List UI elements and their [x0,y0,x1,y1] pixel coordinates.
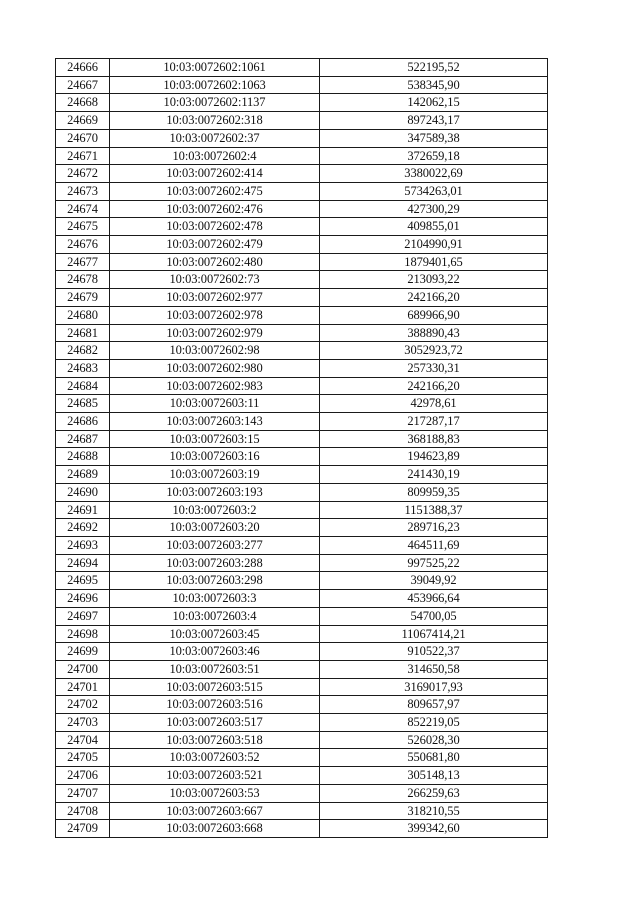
cadastral-value-cell: 522195,52 [320,59,548,77]
table-row [56,448,548,466]
cadastral-number-cell: 10:03:0072602:475 [110,182,320,200]
table-row [56,466,548,484]
row-number-cell: 24698 [56,625,110,643]
cadastral-value-cell: 11067414,21 [320,625,548,643]
table-row [56,395,548,413]
cadastral-value-cell: 897243,17 [320,112,548,130]
cadastral-value-cell: 3169017,93 [320,678,548,696]
row-number-cell: 24677 [56,253,110,271]
cadastral-value-cell: 852219,05 [320,714,548,732]
cadastral-number-cell: 10:03:0072603:517 [110,714,320,732]
row-number-cell: 24667 [56,76,110,94]
cadastral-number-cell: 10:03:0072602:73 [110,271,320,289]
table-row [56,165,548,183]
cadastral-value-cell: 217287,17 [320,413,548,431]
table-row [56,94,548,112]
cadastral-value-cell: 368188,83 [320,430,548,448]
row-number-cell: 24680 [56,306,110,324]
row-number-cell: 24700 [56,660,110,678]
cadastral-value-cell: 526028,30 [320,731,548,749]
row-number-cell: 24708 [56,802,110,820]
row-number-cell: 24706 [56,767,110,785]
cadastral-number-cell: 10:03:0072603:193 [110,483,320,501]
cadastral-number-cell: 10:03:0072603:52 [110,749,320,767]
cadastral-number-cell: 10:03:0072602:980 [110,359,320,377]
cadastral-number-cell: 10:03:0072603:518 [110,731,320,749]
row-number-cell: 24707 [56,784,110,802]
cadastral-number-cell: 10:03:0072602:983 [110,377,320,395]
row-number-cell: 24678 [56,271,110,289]
cadastral-number-cell: 10:03:0072602:4 [110,147,320,165]
row-number-cell: 24683 [56,359,110,377]
cadastral-value-cell: 314650,58 [320,660,548,678]
cadastral-number-cell: 10:03:0072603:16 [110,448,320,466]
row-number-cell: 24666 [56,59,110,77]
cadastral-number-cell: 10:03:0072602:318 [110,112,320,130]
row-number-cell: 24696 [56,590,110,608]
cadastral-number-cell: 10:03:0072603:667 [110,802,320,820]
cadastral-value-cell: 427300,29 [320,200,548,218]
table-row [56,129,548,147]
cadastral-value-cell: 5734263,01 [320,182,548,200]
row-number-cell: 24697 [56,607,110,625]
cadastral-value-cell: 289716,23 [320,519,548,537]
row-number-cell: 24693 [56,536,110,554]
cadastral-value-cell: 3380022,69 [320,165,548,183]
cadastral-value-cell: 318210,55 [320,802,548,820]
table-row [56,590,548,608]
cadastral-value-cell: 910522,37 [320,643,548,661]
cadastral-number-cell: 10:03:0072603:143 [110,413,320,431]
row-number-cell: 24682 [56,342,110,360]
cadastral-number-cell: 10:03:0072603:288 [110,554,320,572]
cadastral-number-cell: 10:03:0072603:20 [110,519,320,537]
cadastral-number-cell: 10:03:0072602:479 [110,236,320,254]
row-number-cell: 24668 [56,94,110,112]
table-row [56,306,548,324]
table-row [56,572,548,590]
table-row [56,76,548,94]
row-number-cell: 24687 [56,430,110,448]
table-row [56,820,548,838]
cadastral-value-cell: 997525,22 [320,554,548,572]
table-row [56,324,548,342]
row-number-cell: 24691 [56,501,110,519]
row-number-cell: 24694 [56,554,110,572]
table-row [56,660,548,678]
cadastral-number-cell: 10:03:0072602:1137 [110,94,320,112]
cadastral-value-cell: 142062,15 [320,94,548,112]
cadastral-value-cell: 1151388,37 [320,501,548,519]
row-number-cell: 24699 [56,643,110,661]
cadastral-value-cell: 242166,20 [320,289,548,307]
table-row [56,218,548,236]
row-number-cell: 24701 [56,678,110,696]
table-row [56,483,548,501]
cadastral-value-cell: 388890,43 [320,324,548,342]
cadastral-number-cell: 10:03:0072603:2 [110,501,320,519]
table-row [56,519,548,537]
table-row [56,147,548,165]
table-row [56,271,548,289]
table-row [56,802,548,820]
table-row [56,731,548,749]
cadastral-value-cell: 242166,20 [320,377,548,395]
cadastral-number-cell: 10:03:0072603:277 [110,536,320,554]
cadastral-value-cell: 809657,97 [320,696,548,714]
row-number-cell: 24686 [56,413,110,431]
table-row [56,714,548,732]
table-row [56,236,548,254]
row-number-cell: 24685 [56,395,110,413]
table-body [56,59,548,838]
table-row [56,696,548,714]
cadastral-value-cell: 689966,90 [320,306,548,324]
table-row [56,554,548,572]
cadastral-number-cell: 10:03:0072602:98 [110,342,320,360]
cadastral-number-cell: 10:03:0072603:298 [110,572,320,590]
cadastral-value-cell: 399342,60 [320,820,548,838]
cadastral-number-cell: 10:03:0072603:3 [110,590,320,608]
cadastral-number-cell: 10:03:0072602:1063 [110,76,320,94]
cadastral-value-cell: 54700,05 [320,607,548,625]
table-row [56,607,548,625]
row-number-cell: 24690 [56,483,110,501]
row-number-cell: 24671 [56,147,110,165]
cadastral-number-cell: 10:03:0072602:37 [110,129,320,147]
table-row [56,501,548,519]
table-row [56,342,548,360]
row-number-cell: 24679 [56,289,110,307]
cadastral-value-cell: 3052923,72 [320,342,548,360]
cadastral-value-cell: 2104990,91 [320,236,548,254]
cadastral-number-cell: 10:03:0072603:4 [110,607,320,625]
cadastral-number-cell: 10:03:0072602:1061 [110,59,320,77]
cadastral-number-cell: 10:03:0072602:979 [110,324,320,342]
cadastral-number-cell: 10:03:0072603:45 [110,625,320,643]
cadastral-number-cell: 10:03:0072603:46 [110,643,320,661]
cadastral-value-cell: 39049,92 [320,572,548,590]
cadastral-value-cell: 409855,01 [320,218,548,236]
cadastral-value-cell: 453966,64 [320,590,548,608]
row-number-cell: 24702 [56,696,110,714]
table-row [56,536,548,554]
cadastral-number-cell: 10:03:0072603:15 [110,430,320,448]
cadastral-value-cell: 550681,80 [320,749,548,767]
row-number-cell: 24672 [56,165,110,183]
table-row [56,377,548,395]
cadastral-value-cell: 266259,63 [320,784,548,802]
table-row [56,182,548,200]
cadastral-value-cell: 538345,90 [320,76,548,94]
cadastral-value-cell: 1879401,65 [320,253,548,271]
row-number-cell: 24692 [56,519,110,537]
cadastral-number-cell: 10:03:0072603:515 [110,678,320,696]
row-number-cell: 24703 [56,714,110,732]
cadastral-value-cell: 194623,89 [320,448,548,466]
cadastral-number-cell: 10:03:0072603:516 [110,696,320,714]
cadastral-number-cell: 10:03:0072602:414 [110,165,320,183]
row-number-cell: 24705 [56,749,110,767]
table-row [56,749,548,767]
cadastral-value-cell: 464511,69 [320,536,548,554]
cadastral-number-cell: 10:03:0072603:521 [110,767,320,785]
row-number-cell: 24675 [56,218,110,236]
cadastral-number-cell: 10:03:0072603:51 [110,660,320,678]
cadastral-number-cell: 10:03:0072603:668 [110,820,320,838]
cadastral-number-cell: 10:03:0072603:53 [110,784,320,802]
row-number-cell: 24673 [56,182,110,200]
cadastral-number-cell: 10:03:0072603:11 [110,395,320,413]
cadastral-value-cell: 213093,22 [320,271,548,289]
table-row [56,253,548,271]
cadastral-value-cell: 372659,18 [320,147,548,165]
cadastral-value-cell: 305148,13 [320,767,548,785]
table-row [56,625,548,643]
table-row [56,767,548,785]
cadastral-value-cell: 257330,31 [320,359,548,377]
table-row [56,678,548,696]
row-number-cell: 24676 [56,236,110,254]
cadastral-value-cell: 347589,38 [320,129,548,147]
cadastral-value-cell: 42978,61 [320,395,548,413]
table-row [56,200,548,218]
cadastral-number-cell: 10:03:0072603:19 [110,466,320,484]
row-number-cell: 24669 [56,112,110,130]
row-number-cell: 24674 [56,200,110,218]
row-number-cell: 24688 [56,448,110,466]
table-row [56,643,548,661]
row-number-cell: 24670 [56,129,110,147]
table-row [56,112,548,130]
table-row [56,359,548,377]
row-number-cell: 24689 [56,466,110,484]
row-number-cell: 24681 [56,324,110,342]
table-row [56,430,548,448]
cadastral-number-cell: 10:03:0072602:977 [110,289,320,307]
table-row [56,784,548,802]
table-row [56,413,548,431]
row-number-cell: 24704 [56,731,110,749]
row-number-cell: 24709 [56,820,110,838]
cadastral-value-cell: 241430,19 [320,466,548,484]
table-row [56,289,548,307]
cadastral-number-cell: 10:03:0072602:978 [110,306,320,324]
cadastral-value-cell: 809959,35 [320,483,548,501]
cadastral-number-cell: 10:03:0072602:480 [110,253,320,271]
row-number-cell: 24695 [56,572,110,590]
cadastral-value-table [55,58,548,838]
cadastral-number-cell: 10:03:0072602:478 [110,218,320,236]
row-number-cell: 24684 [56,377,110,395]
cadastral-number-cell: 10:03:0072602:476 [110,200,320,218]
table-row [56,59,548,77]
